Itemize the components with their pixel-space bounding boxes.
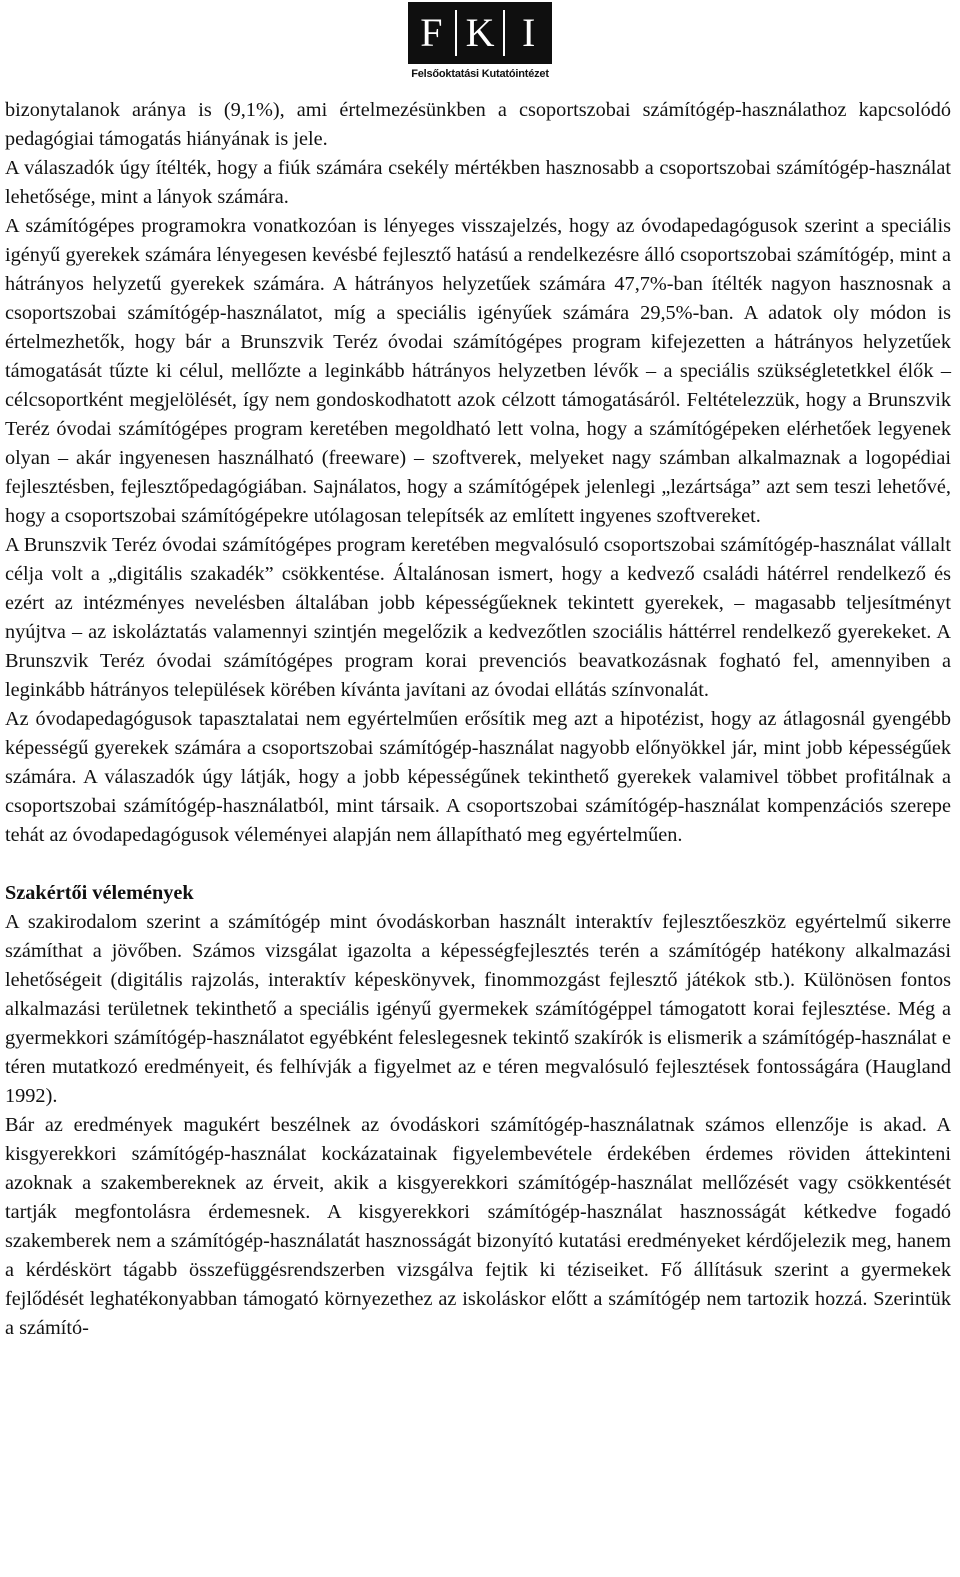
logo-letter-k: K bbox=[465, 10, 495, 55]
paragraph: Az óvodapedagógusok tapasztalatai nem egyértelműen erősítik meg azt a hipotézist, hogy az átlagosnál gyengébb képességű gyerekek számára a csoportszobai számítógép-használat nagyobb előnyökkel jár, mint jobb képességűek számára. A válaszadók úgy látják, hogy a jobb képességűnek tekinthető gyerekek valamivel többet profitálnak a csoportszobai számítógép-használatból, mint társaik. A csoportszobai számítógép-használat kompenzációs szerepe tehát az óvodapedagógusok véleményei alapján nem állapítható meg egyértelműen. bbox=[5, 708, 951, 846]
fki-logo bbox=[408, 2, 552, 88]
logo-letter-f: F bbox=[420, 10, 443, 55]
paragraph: Bár az eredmények magukért beszélnek az óvodáskori számítógép-használatnak számos ellenzője is akad. A kisgyerekkori számítógép-használat kockázatainak figyelembevétele érdekében érdemes röviden áttekinteni azoknak a szakembereknek az érveit, akik a kisgyerekkori számítógép-használat mellőzését vagy csökkentését tartják megfontolásra érdemesnek. A kisgyerekkori számítógép-használat hasznosságát kétkedve fogadó szakemberek nem a számítógép-használatát hasznosságát bizonyító kutatási eredményeket kérdőjelezik meg, hanem a kérdéskört tágabb összefüggésrendszerben vizsgálva fejtik ki téziseiket. Fő állításuk szerint a gyermekek fejlődését leghatékonyabban támogató környezethez az iskoláskor előtt a számítógép nem tartozik hozzá. Szerintük a számító- bbox=[5, 1114, 951, 1339]
paragraph: bizonytalanok aránya is (9,1%), ami értelmezésünkben a csoportszobai számítógép-használathoz kapcsolódó pedagógiai támogatás hiányának is jele. bbox=[5, 99, 951, 150]
section-spacer bbox=[5, 850, 951, 879]
paragraph: A szakirodalom szerint a számítógép mint óvodáskorban használt interaktív fejlesztőeszköz egyértelmű sikerre számíthat a jövőben. Számos vizsgálat igazolta a képességfejlesztés terén a számítógép hatékony alkalmazási lehetőségeit (digitális rajzolás, interaktív képeskönyvek, finommozgást fejlesztő játékok stb.). Különösen fontos alkalmazási területnek tekinthető a speciális igényű gyermekek számítógéppel támogatott korai fejlesztése. Még a gyermekkori számítógép-használatot egyébként feleslegesnek tekintő szakírók is elismerik a számítógép-használat e téren mutatkozó eredményeit, és felhívják a figyelmet az e téren megvalósuló fejlesztések fontosságára (Haugland 1992). bbox=[5, 911, 951, 1107]
logo-caption: Felsőoktatási Kutatóintézet bbox=[411, 68, 549, 80]
section-heading: Szakértői vélemények bbox=[5, 882, 194, 904]
logo-letters bbox=[408, 2, 552, 64]
paragraph: A válaszadók úgy ítélték, hogy a fiúk számára csekély mértékben hasznosabb a csoportszobai számítógép-használat lehetősége, mint a lányok számára. bbox=[5, 157, 951, 208]
paragraph: A Brunszvik Teréz óvodai számítógépes program keretében megvalósuló csoportszobai számítógép-használat vállalt célja volt a „digitális szakadék” csökkentése. Általánosan ismert, hogy a kedvező családi hátérrel rendelkező és ezért az intézményes nevelésben általában jobb képességűeknek tekintett gyerekek, – magasabb teljesítményt nyújtva – az iskoláztatás valamennyi szintjén megelőzik a kedvezőtlen szociális háttérrel rendelkező gyerekeket. A Brunszvik Teréz óvodai számítógépes program korai prevenciós beavatkozásnak fogható fel, amennyiben a leginkább hátrányos települések körében kívánta javítani az óvodai ellátás színvonalát. bbox=[5, 534, 951, 701]
document-body bbox=[5, 96, 951, 1343]
paragraph: A számítógépes programokra vonatkozóan is lényeges visszajelzés, hogy az óvodapedagógusok szerint a speciális igényű gyerekek számára lényegesen kevésbé fejlesztő hatású a rendelkezésre álló csoportszobai számítógép, mint a hátrányos helyzetű gyerekek számára. A hátrányos helyzetűek számára 47,7%-ban ítélték nagyon hasznosnak a csoportszobai számítógép-használatot, míg a speciális igényűek számára 29,5%-ban. A adatok oly módon is értelmezhetők, hogy bár a Brunszvik Teréz óvodai számítógépes program kifejezetten a hátrányos helyzetűek támogatását tűzte ki célul, mellőzte a leginkább hátrányos helyzetben lévők – a speciális szükségletetkkel élők – célcsoportként megjelölését, így nem gondoskodhatott azok célzott támogatásáról. Feltételezzük, hogy a Brunszvik Teréz óvodai számítógépes program keretében megoldható lett volna, hogy a számítógépeken elérhetőek legyenek olyan – akár ingyenesen használható (freeware) – szoftverek, melyeket nagy számban alkalmaznak a logopédiai fejlesztésben, fejlesztőpedagógiában. Sajnálatos, hogy a számítógépek jelenlegi „lezártsága” azt sem teszi lehetővé, hogy a csoportszobai számítógépekre utólagosan telepítsék az említett ingyenes szoftvereket. bbox=[5, 215, 951, 527]
logo-letter-i: I bbox=[522, 10, 536, 55]
